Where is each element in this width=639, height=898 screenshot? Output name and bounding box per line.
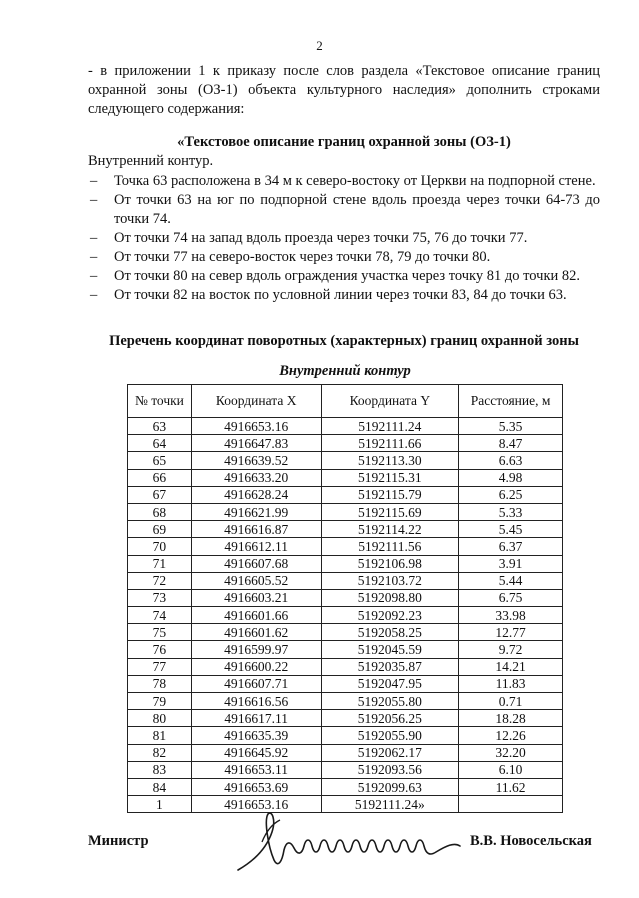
cell-distance: 11.62 (459, 778, 563, 795)
cell-coordinate-x: 4916603.21 (191, 589, 321, 606)
cell-coordinate-y: 5192035.87 (321, 658, 459, 675)
cell-coordinate-x: 4916617.11 (191, 710, 321, 727)
cell-coordinate-x: 4916607.71 (191, 675, 321, 692)
table-row (128, 607, 563, 624)
cell-coordinate-y: 5192111.66 (321, 435, 459, 452)
cell-point-number: 78 (128, 675, 192, 692)
cell-coordinate-x: 4916645.92 (191, 744, 321, 761)
cell-point-number: 81 (128, 727, 192, 744)
cell-coordinate-x: 4916621.99 (191, 503, 321, 520)
table-row (128, 658, 563, 675)
cell-distance: 6.37 (459, 538, 563, 555)
cell-coordinate-y: 5192045.59 (321, 641, 459, 658)
cell-distance: 32.20 (459, 744, 563, 761)
cell-point-number: 69 (128, 521, 192, 538)
coordinates-heading: Перечень координат поворотных (характерных) границ охранной зоны (109, 333, 579, 349)
cell-coordinate-y: 5192115.69 (321, 503, 459, 520)
cell-coordinate-x: 4916653.16 (191, 796, 321, 813)
table-row (128, 693, 563, 710)
cell-distance: 6.25 (459, 486, 563, 503)
cell-coordinate-x: 4916635.39 (191, 727, 321, 744)
cell-point-number: 68 (128, 503, 192, 520)
table-row (128, 469, 563, 486)
table-title: Внутренний контур (279, 363, 411, 379)
cell-coordinate-x: 4916653.11 (191, 761, 321, 778)
cell-coordinate-x: 4916607.68 (191, 555, 321, 572)
table-row (128, 521, 563, 538)
cell-coordinate-y: 5192098.80 (321, 589, 459, 606)
handwritten-signature (232, 802, 500, 874)
cell-distance: 12.26 (459, 727, 563, 744)
cell-coordinate-y: 5192113.30 (321, 452, 459, 469)
cell-distance: 0.71 (459, 693, 563, 710)
cell-coordinate-y: 5192106.98 (321, 555, 459, 572)
cell-distance: 4.98 (459, 469, 563, 486)
cell-point-number: 72 (128, 572, 192, 589)
cell-point-number: 79 (128, 693, 192, 710)
cell-coordinate-x: 4916600.22 (191, 658, 321, 675)
section-heading: «Текстовое описание границ охранной зоны (ОЗ-1) (177, 134, 511, 150)
cell-point-number: 71 (128, 555, 192, 572)
cell-point-number: 74 (128, 607, 192, 624)
table-row (128, 435, 563, 452)
table-row (128, 727, 563, 744)
cell-coordinate-x: 4916647.83 (191, 435, 321, 452)
cell-coordinate-x: 4916633.20 (191, 469, 321, 486)
cell-point-number: 1 (128, 796, 192, 813)
cell-point-number: 77 (128, 658, 192, 675)
cell-point-number: 84 (128, 778, 192, 795)
cell-distance: 6.63 (459, 452, 563, 469)
cell-coordinate-y: 5192055.90 (321, 727, 459, 744)
boundary-description-list (88, 172, 600, 305)
cell-distance: 9.72 (459, 641, 563, 658)
cell-distance: 5.45 (459, 521, 563, 538)
cell-coordinate-x: 4916599.97 (191, 641, 321, 658)
cell-coordinate-y: 5192047.95 (321, 675, 459, 692)
cell-coordinate-y: 5192055.80 (321, 693, 459, 710)
cell-distance: 5.35 (459, 418, 563, 435)
table-row (128, 572, 563, 589)
table-row (128, 710, 563, 727)
table-row (128, 761, 563, 778)
header-distance: Расстояние, м (459, 385, 563, 418)
table-row (128, 452, 563, 469)
table-row (128, 778, 563, 795)
cell-coordinate-y: 5192111.56 (321, 538, 459, 555)
cell-distance: 14.21 (459, 658, 563, 675)
cell-point-number: 83 (128, 761, 192, 778)
table-row (128, 641, 563, 658)
contour-label: Внутренний контур. (88, 153, 214, 169)
cell-distance: 33.98 (459, 607, 563, 624)
cell-coordinate-y: 5192092.23 (321, 607, 459, 624)
cell-coordinate-x: 4916653.69 (191, 778, 321, 795)
list-item: – От точки 80 на север вдоль ограждения участка через точку 81 до точки 82. (88, 267, 600, 286)
list-item: – От точки 82 на восток по условной линии через точки 83, 84 до точки 63. (88, 286, 600, 305)
cell-coordinate-y: 5192115.79 (321, 486, 459, 503)
cell-point-number: 82 (128, 744, 192, 761)
intro-paragraph (88, 62, 600, 119)
cell-coordinate-y: 5192099.63 (321, 778, 459, 795)
cell-coordinate-y: 5192114.22 (321, 521, 459, 538)
page-number: 2 (316, 38, 323, 53)
intro-line: охранной зоны (ОЗ-1) объекта культурного наследия» дополнить строками (88, 82, 600, 98)
list-item: – От точки 63 на юг по подпорной стене вдоль проезда через точки 64-73 до точки 74. (88, 191, 600, 229)
cell-coordinate-x: 4916601.62 (191, 624, 321, 641)
cell-point-number: 70 (128, 538, 192, 555)
cell-coordinate-x: 4916616.87 (191, 521, 321, 538)
cell-coordinate-x: 4916639.52 (191, 452, 321, 469)
cell-coordinate-x: 4916616.56 (191, 693, 321, 710)
list-item: – От точки 74 на запад вдоль проезда через точки 75, 76 до точки 77. (88, 229, 600, 248)
cell-distance: 6.10 (459, 761, 563, 778)
table-row (128, 624, 563, 641)
cell-point-number: 80 (128, 710, 192, 727)
table-row (128, 675, 563, 692)
cell-coordinate-x: 4916605.52 (191, 572, 321, 589)
cell-distance: 3.91 (459, 555, 563, 572)
cell-point-number: 64 (128, 435, 192, 452)
header-coordinate-y: Координата Y (321, 385, 459, 418)
cell-point-number: 63 (128, 418, 192, 435)
cell-coordinate-y: 5192056.25 (321, 710, 459, 727)
cell-distance: 6.75 (459, 589, 563, 606)
table-body (128, 418, 563, 813)
table-row (128, 555, 563, 572)
cell-coordinate-y: 5192058.25 (321, 624, 459, 641)
table-row (128, 589, 563, 606)
cell-coordinate-y: 5192115.31 (321, 469, 459, 486)
cell-distance: 5.44 (459, 572, 563, 589)
coordinates-table (127, 384, 563, 813)
cell-point-number: 73 (128, 589, 192, 606)
cell-distance: 18.28 (459, 710, 563, 727)
cell-coordinate-y: 5192103.72 (321, 572, 459, 589)
header-coordinate-x: Координата X (191, 385, 321, 418)
table-row (128, 538, 563, 555)
cell-point-number: 75 (128, 624, 192, 641)
signer-title: Министр (88, 833, 149, 849)
header-point-number: № точки (128, 385, 192, 418)
list-item: – Точка 63 расположена в 34 м к северо-востоку от Церкви на подпорной стене. (88, 172, 600, 191)
cell-coordinate-y: 5192111.24 (321, 418, 459, 435)
table-row (128, 486, 563, 503)
table-row (128, 503, 563, 520)
cell-coordinate-y: 5192111.24» (321, 796, 459, 813)
list-item: – От точки 77 на северо-восток через точки 78, 79 до точки 80. (88, 248, 600, 267)
cell-point-number: 66 (128, 469, 192, 486)
cell-coordinate-x: 4916612.11 (191, 538, 321, 555)
cell-point-number: 76 (128, 641, 192, 658)
cell-distance: 12.77 (459, 624, 563, 641)
cell-distance: 11.83 (459, 675, 563, 692)
cell-distance: 8.47 (459, 435, 563, 452)
table-header-row (128, 385, 563, 418)
cell-coordinate-x: 4916653.16 (191, 418, 321, 435)
signer-name: В.В. Новосельская (470, 833, 592, 849)
table-row (128, 418, 563, 435)
cell-coordinate-y: 5192062.17 (321, 744, 459, 761)
intro-line: следующего содержания: (88, 101, 245, 117)
cell-point-number: 67 (128, 486, 192, 503)
intro-line: - в приложении 1 к приказу после слов раздела «Текстовое описание границ (88, 63, 600, 79)
cell-coordinate-x: 4916628.24 (191, 486, 321, 503)
cell-coordinate-x: 4916601.66 (191, 607, 321, 624)
table-row (128, 744, 563, 761)
cell-distance: 5.33 (459, 503, 563, 520)
cell-coordinate-y: 5192093.56 (321, 761, 459, 778)
cell-point-number: 65 (128, 452, 192, 469)
